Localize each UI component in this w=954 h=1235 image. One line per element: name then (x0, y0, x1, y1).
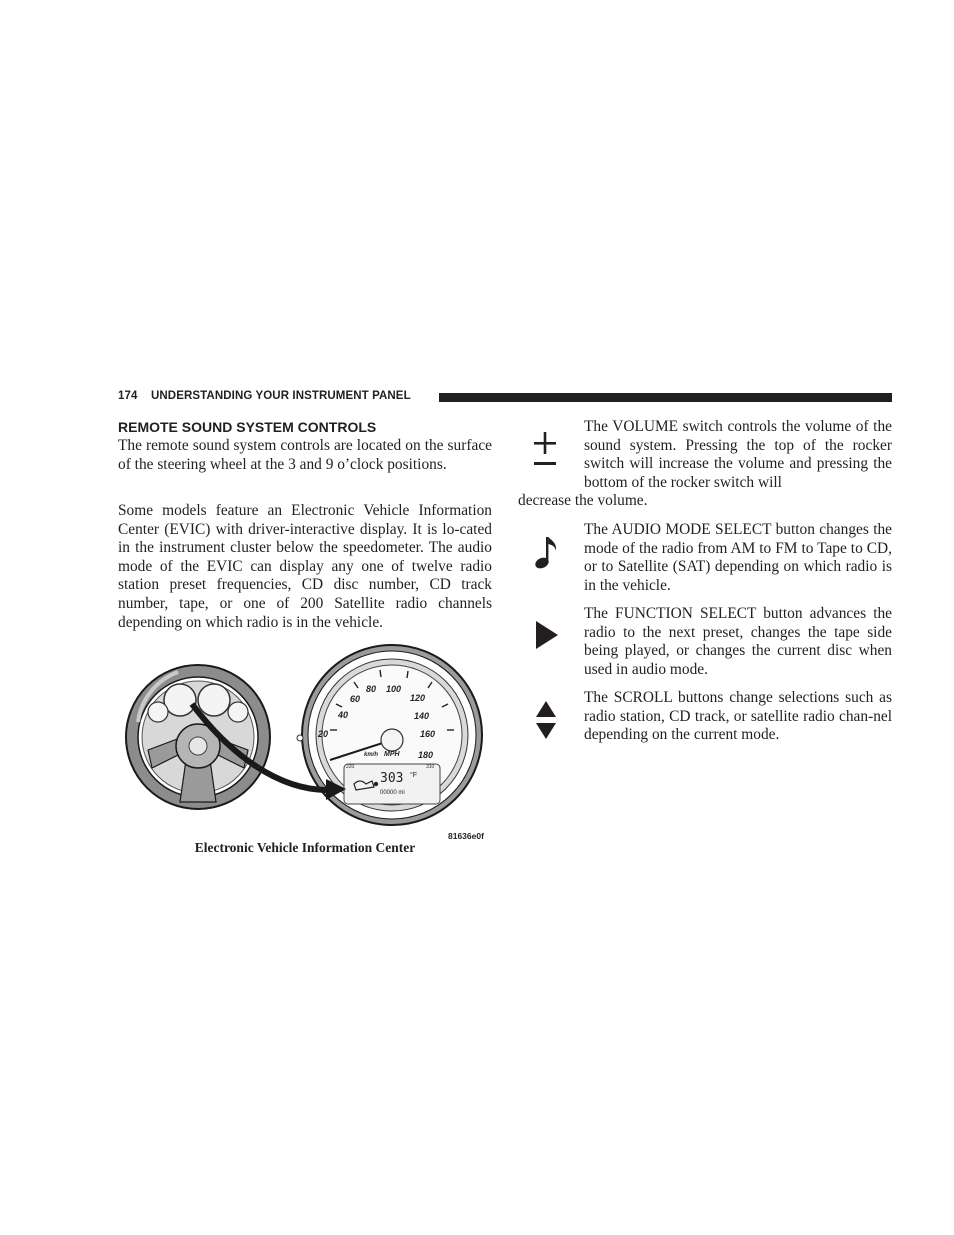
scroll-arrows-icon (530, 699, 562, 743)
gauge-label-80: 80 (366, 684, 377, 694)
evic-paragraph: Some models feature an Electronic Vehicle Information Center (EVIC) with driver-interactive display. It is lo-cated in the instrument cluster below the speedometer. The audio mode of the EVIC can display any one of twelve radio station preset frequencies, CD disc number, CD track number, tape, or one of 200 Satellite radio channels depending on which radio is in the vehicle. (118, 502, 492, 631)
gauge-unit-kmh: km/h (364, 752, 379, 758)
gauge-label-40: 40 (338, 710, 349, 720)
gauge-labels (118, 642, 492, 838)
gauge-temperature: 303 (380, 771, 404, 786)
gauge-label-160: 160 (420, 729, 436, 739)
audio-mode-description: The AUDIO MODE SELECT button changes the mode of the radio from AM to FM to Tape to CD, or to Satellite (SAT) depending on which radio is in the vehicle. (584, 521, 892, 594)
header-rule (439, 393, 892, 402)
figure-caption: Electronic Vehicle Information Center (194, 840, 416, 855)
gauge-odometer: 00000 mi (380, 790, 405, 796)
header-title: UNDERSTANDING YOUR INSTRUMENT PANEL (151, 390, 411, 402)
gauge-unit-mph: MPH (384, 751, 400, 758)
scroll-description: The SCROLL buttons change selections such as radio station, CD track, or satellite radio chan-nel depending on the current mode. (584, 689, 892, 744)
scroll-buttons-item (518, 689, 892, 745)
gauge-label-60: 60 (350, 694, 361, 704)
section-title: REMOTE SOUND SYSTEM CONTROLS (118, 419, 377, 435)
gauge-temp-unit: °F (410, 772, 418, 779)
gauge-label-180: 180 (418, 750, 434, 760)
plus-minus-icon (530, 432, 562, 476)
gauge-label-140: 140 (414, 711, 430, 721)
volume-description: The VOLUME switch controls the volume of the sound system. Pressing the top of the rocker switch will increase the volume and pressing the bottom of the rocker switch will (584, 418, 892, 491)
evic-figure (118, 642, 492, 855)
intro-paragraph: The remote sound system controls are located on the surface of the steering wheel at the 3 and 9 o’clock positions. (118, 437, 492, 473)
music-note-icon (530, 535, 562, 579)
gauge-label-20: 20 (318, 729, 329, 739)
function-select-description: The FUNCTION SELECT button advances the radio to the next preset, changes the tape side being played, or changes the current disc when used in audio mode. (584, 605, 892, 678)
volume-continuation: decrease the volume. (518, 492, 648, 510)
gauge-label-100: 100 (386, 684, 402, 694)
page-header (118, 389, 892, 405)
gauge-label-120: 120 (410, 693, 426, 703)
page-number: 174 (118, 390, 138, 402)
volume-control-item (518, 418, 892, 511)
audio-mode-item (518, 521, 892, 595)
gauge-temp-low: 220 (346, 764, 355, 770)
gauge-temp-high: 310 (426, 764, 435, 770)
function-select-item (518, 605, 892, 679)
figure-code: 81636e0f (448, 831, 484, 841)
play-triangle-icon (530, 617, 562, 661)
